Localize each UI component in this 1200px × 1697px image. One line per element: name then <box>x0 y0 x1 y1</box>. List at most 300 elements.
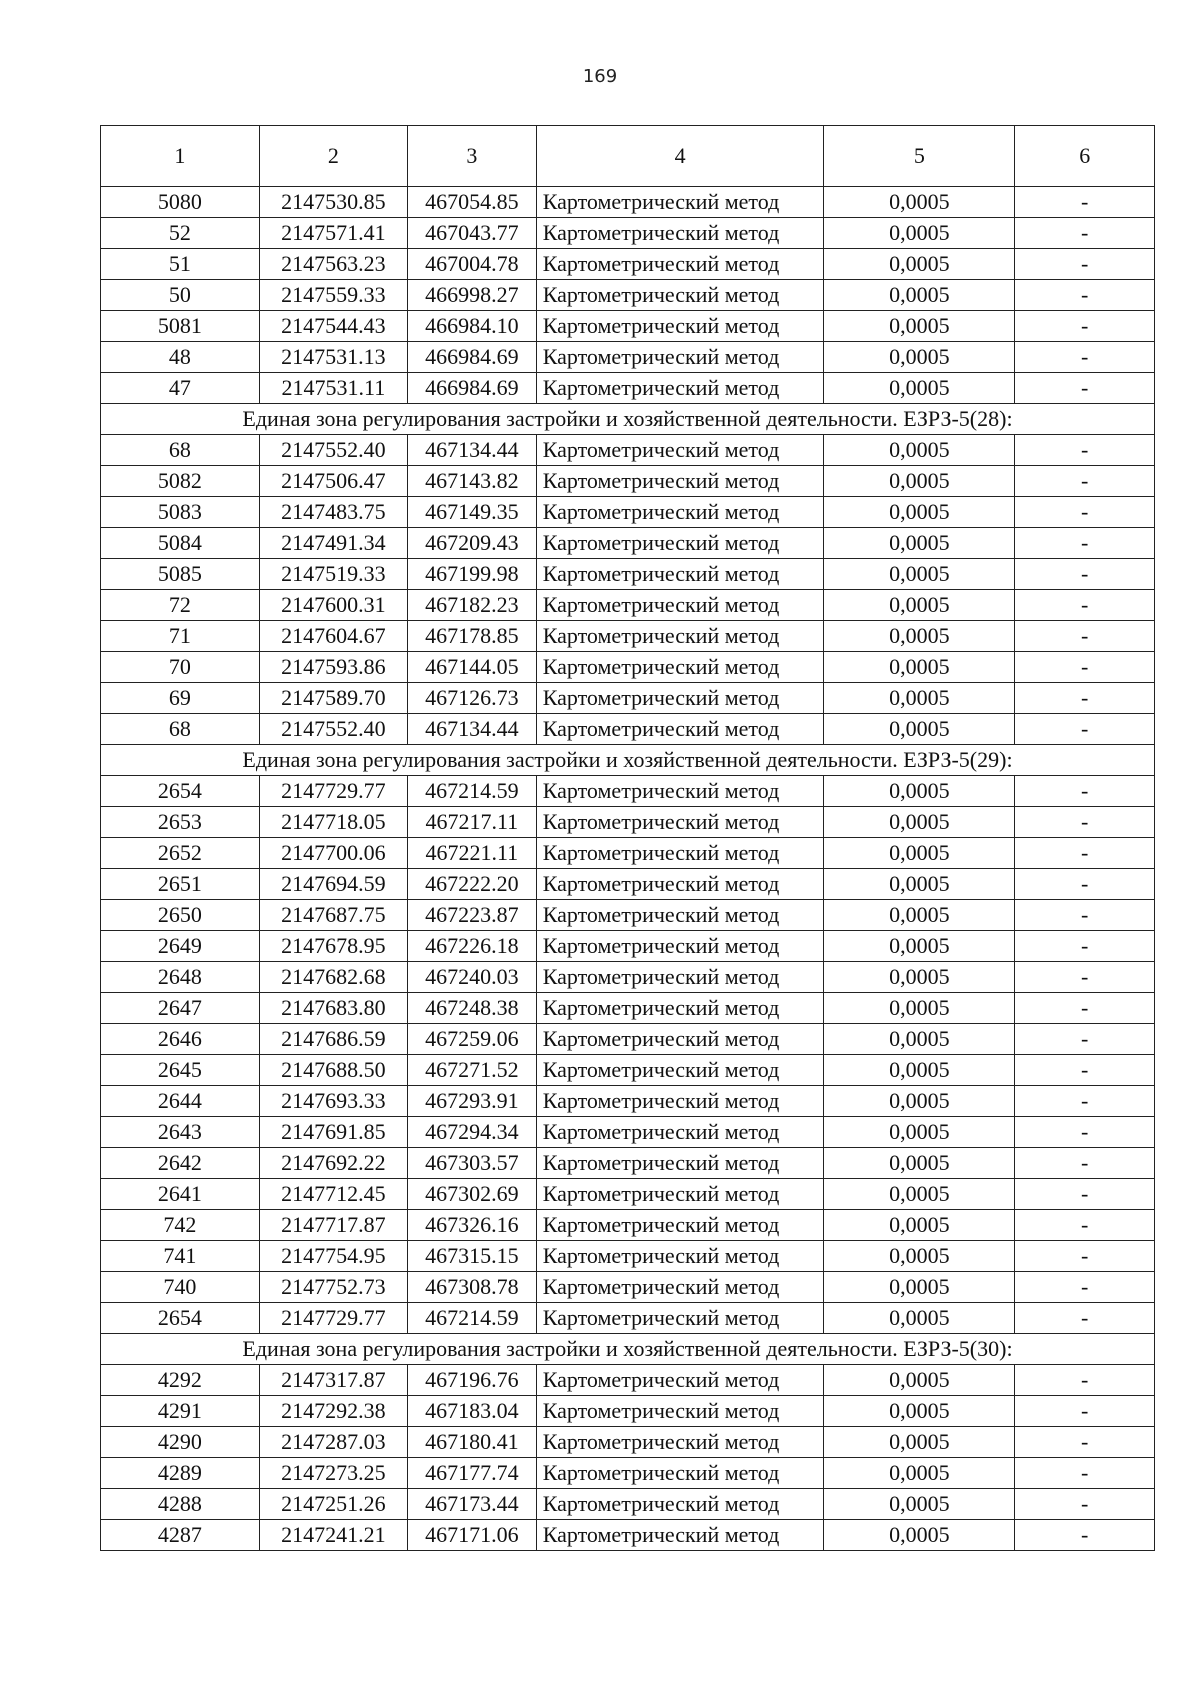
accuracy-cell: 0,0005 <box>824 962 1015 993</box>
method-cell: Картометрический метод <box>536 373 824 404</box>
table-row <box>101 1086 1155 1117</box>
note-cell: - <box>1015 1272 1155 1303</box>
method-cell: Картометрический метод <box>536 1210 824 1241</box>
x-coordinate-cell: 2147694.59 <box>259 869 407 900</box>
note-cell: - <box>1015 652 1155 683</box>
point-number-cell: 69 <box>101 683 260 714</box>
note-cell: - <box>1015 807 1155 838</box>
table-row <box>101 218 1155 249</box>
table-row <box>101 869 1155 900</box>
y-coordinate-cell: 467221.11 <box>407 838 536 869</box>
x-coordinate-cell: 2147718.05 <box>259 807 407 838</box>
accuracy-cell: 0,0005 <box>824 807 1015 838</box>
note-cell: - <box>1015 962 1155 993</box>
zone-title-row <box>101 1334 1155 1365</box>
note-cell: - <box>1015 1365 1155 1396</box>
point-number-cell: 5085 <box>101 559 260 590</box>
note-cell: - <box>1015 838 1155 869</box>
table-row <box>101 1024 1155 1055</box>
y-coordinate-cell: 467054.85 <box>407 187 536 218</box>
x-coordinate-cell: 2147552.40 <box>259 435 407 466</box>
y-coordinate-cell: 467196.76 <box>407 1365 536 1396</box>
x-coordinate-cell: 2147544.43 <box>259 311 407 342</box>
point-number-cell: 2654 <box>101 1303 260 1334</box>
note-cell: - <box>1015 528 1155 559</box>
point-number-cell: 4290 <box>101 1427 260 1458</box>
accuracy-cell: 0,0005 <box>824 1520 1015 1551</box>
y-coordinate-cell: 467183.04 <box>407 1396 536 1427</box>
accuracy-cell: 0,0005 <box>824 559 1015 590</box>
accuracy-cell: 0,0005 <box>824 838 1015 869</box>
point-number-cell: 5081 <box>101 311 260 342</box>
accuracy-cell: 0,0005 <box>824 1086 1015 1117</box>
note-cell: - <box>1015 776 1155 807</box>
point-number-cell: 70 <box>101 652 260 683</box>
x-coordinate-cell: 2147571.41 <box>259 218 407 249</box>
table-row <box>101 528 1155 559</box>
method-cell: Картометрический метод <box>536 311 824 342</box>
point-number-cell: 2648 <box>101 962 260 993</box>
accuracy-cell: 0,0005 <box>824 497 1015 528</box>
note-cell: - <box>1015 931 1155 962</box>
table-row <box>101 466 1155 497</box>
x-coordinate-cell: 2147552.40 <box>259 714 407 745</box>
y-coordinate-cell: 466984.10 <box>407 311 536 342</box>
note-cell: - <box>1015 683 1155 714</box>
header-col-4: 4 <box>536 126 824 187</box>
table-row <box>101 900 1155 931</box>
x-coordinate-cell: 2147686.59 <box>259 1024 407 1055</box>
table-row <box>101 1458 1155 1489</box>
y-coordinate-cell: 467214.59 <box>407 1303 536 1334</box>
y-coordinate-cell: 467259.06 <box>407 1024 536 1055</box>
note-cell: - <box>1015 1148 1155 1179</box>
table-row <box>101 1489 1155 1520</box>
table-row <box>101 776 1155 807</box>
accuracy-cell: 0,0005 <box>824 1458 1015 1489</box>
point-number-cell: 47 <box>101 373 260 404</box>
accuracy-cell: 0,0005 <box>824 1272 1015 1303</box>
y-coordinate-cell: 466998.27 <box>407 280 536 311</box>
table-row <box>101 590 1155 621</box>
y-coordinate-cell: 467217.11 <box>407 807 536 838</box>
note-cell: - <box>1015 869 1155 900</box>
x-coordinate-cell: 2147687.75 <box>259 900 407 931</box>
x-coordinate-cell: 2147754.95 <box>259 1241 407 1272</box>
point-number-cell: 4287 <box>101 1520 260 1551</box>
accuracy-cell: 0,0005 <box>824 218 1015 249</box>
y-coordinate-cell: 467180.41 <box>407 1427 536 1458</box>
note-cell: - <box>1015 900 1155 931</box>
table-row <box>101 714 1155 745</box>
table-row <box>101 652 1155 683</box>
x-coordinate-cell: 2147483.75 <box>259 497 407 528</box>
x-coordinate-cell: 2147729.77 <box>259 1303 407 1334</box>
note-cell: - <box>1015 621 1155 652</box>
accuracy-cell: 0,0005 <box>824 1024 1015 1055</box>
table-row <box>101 311 1155 342</box>
point-number-cell: 4291 <box>101 1396 260 1427</box>
table-row <box>101 559 1155 590</box>
method-cell: Картометрический метод <box>536 1303 824 1334</box>
method-cell: Картометрический метод <box>536 900 824 931</box>
method-cell: Картометрический метод <box>536 528 824 559</box>
y-coordinate-cell: 467178.85 <box>407 621 536 652</box>
table-row <box>101 1117 1155 1148</box>
y-coordinate-cell: 467271.52 <box>407 1055 536 1086</box>
method-cell: Картометрический метод <box>536 1117 824 1148</box>
x-coordinate-cell: 2147563.23 <box>259 249 407 280</box>
header-col-6: 6 <box>1015 126 1155 187</box>
accuracy-cell: 0,0005 <box>824 1148 1015 1179</box>
note-cell: - <box>1015 1055 1155 1086</box>
accuracy-cell: 0,0005 <box>824 869 1015 900</box>
y-coordinate-cell: 467326.16 <box>407 1210 536 1241</box>
y-coordinate-cell: 467209.43 <box>407 528 536 559</box>
table-row <box>101 1241 1155 1272</box>
method-cell: Картометрический метод <box>536 187 824 218</box>
x-coordinate-cell: 2147287.03 <box>259 1427 407 1458</box>
zone-title: Единая зона регулирования застройки и хозяйственной деятельности. ЕЗРЗ-5(29): <box>101 745 1155 776</box>
x-coordinate-cell: 2147691.85 <box>259 1117 407 1148</box>
accuracy-cell: 0,0005 <box>824 435 1015 466</box>
accuracy-cell: 0,0005 <box>824 590 1015 621</box>
point-number-cell: 4289 <box>101 1458 260 1489</box>
x-coordinate-cell: 2147292.38 <box>259 1396 407 1427</box>
table-row <box>101 1520 1155 1551</box>
method-cell: Картометрический метод <box>536 714 824 745</box>
x-coordinate-cell: 2147712.45 <box>259 1179 407 1210</box>
x-coordinate-cell: 2147682.68 <box>259 962 407 993</box>
table-row <box>101 838 1155 869</box>
accuracy-cell: 0,0005 <box>824 931 1015 962</box>
method-cell: Картометрический метод <box>536 652 824 683</box>
point-number-cell: 2651 <box>101 869 260 900</box>
y-coordinate-cell: 467004.78 <box>407 249 536 280</box>
note-cell: - <box>1015 993 1155 1024</box>
x-coordinate-cell: 2147317.87 <box>259 1365 407 1396</box>
point-number-cell: 5084 <box>101 528 260 559</box>
accuracy-cell: 0,0005 <box>824 1303 1015 1334</box>
y-coordinate-cell: 467173.44 <box>407 1489 536 1520</box>
table-row <box>101 1055 1155 1086</box>
accuracy-cell: 0,0005 <box>824 373 1015 404</box>
note-cell: - <box>1015 1520 1155 1551</box>
accuracy-cell: 0,0005 <box>824 1117 1015 1148</box>
y-coordinate-cell: 467134.44 <box>407 435 536 466</box>
accuracy-cell: 0,0005 <box>824 1179 1015 1210</box>
zone-title: Единая зона регулирования застройки и хозяйственной деятельности. ЕЗРЗ-5(30): <box>101 1334 1155 1365</box>
y-coordinate-cell: 467223.87 <box>407 900 536 931</box>
accuracy-cell: 0,0005 <box>824 187 1015 218</box>
y-coordinate-cell: 467214.59 <box>407 776 536 807</box>
point-number-cell: 2652 <box>101 838 260 869</box>
point-number-cell: 68 <box>101 714 260 745</box>
x-coordinate-cell: 2147593.86 <box>259 652 407 683</box>
y-coordinate-cell: 467222.20 <box>407 869 536 900</box>
point-number-cell: 740 <box>101 1272 260 1303</box>
point-number-cell: 52 <box>101 218 260 249</box>
note-cell: - <box>1015 1458 1155 1489</box>
table-row <box>101 1427 1155 1458</box>
table-row <box>101 1148 1155 1179</box>
method-cell: Картометрический метод <box>536 1086 824 1117</box>
y-coordinate-cell: 467143.82 <box>407 466 536 497</box>
table-row <box>101 435 1155 466</box>
note-cell: - <box>1015 218 1155 249</box>
y-coordinate-cell: 467144.05 <box>407 652 536 683</box>
note-cell: - <box>1015 1024 1155 1055</box>
method-cell: Картометрический метод <box>536 1458 824 1489</box>
note-cell: - <box>1015 590 1155 621</box>
table-row <box>101 187 1155 218</box>
method-cell: Картометрический метод <box>536 621 824 652</box>
note-cell: - <box>1015 497 1155 528</box>
x-coordinate-cell: 2147559.33 <box>259 280 407 311</box>
note-cell: - <box>1015 1489 1155 1520</box>
point-number-cell: 2641 <box>101 1179 260 1210</box>
x-coordinate-cell: 2147531.11 <box>259 373 407 404</box>
coordinates-table <box>100 125 1155 1551</box>
accuracy-cell: 0,0005 <box>824 1489 1015 1520</box>
table-row <box>101 1210 1155 1241</box>
method-cell: Картометрический метод <box>536 1148 824 1179</box>
method-cell: Картометрический метод <box>536 838 824 869</box>
accuracy-cell: 0,0005 <box>824 1427 1015 1458</box>
y-coordinate-cell: 467294.34 <box>407 1117 536 1148</box>
table-row <box>101 1179 1155 1210</box>
point-number-cell: 2644 <box>101 1086 260 1117</box>
zone-title-row <box>101 745 1155 776</box>
method-cell: Картометрический метод <box>536 559 824 590</box>
accuracy-cell: 0,0005 <box>824 621 1015 652</box>
accuracy-cell: 0,0005 <box>824 900 1015 931</box>
accuracy-cell: 0,0005 <box>824 1210 1015 1241</box>
table-row <box>101 1396 1155 1427</box>
x-coordinate-cell: 2147506.47 <box>259 466 407 497</box>
point-number-cell: 2647 <box>101 993 260 1024</box>
note-cell: - <box>1015 1117 1155 1148</box>
note-cell: - <box>1015 714 1155 745</box>
method-cell: Картометрический метод <box>536 1024 824 1055</box>
accuracy-cell: 0,0005 <box>824 1365 1015 1396</box>
accuracy-cell: 0,0005 <box>824 1241 1015 1272</box>
method-cell: Картометрический метод <box>536 1427 824 1458</box>
y-coordinate-cell: 466984.69 <box>407 342 536 373</box>
point-number-cell: 2642 <box>101 1148 260 1179</box>
y-coordinate-cell: 467302.69 <box>407 1179 536 1210</box>
point-number-cell: 2649 <box>101 931 260 962</box>
accuracy-cell: 0,0005 <box>824 714 1015 745</box>
point-number-cell: 72 <box>101 590 260 621</box>
method-cell: Картометрический метод <box>536 590 824 621</box>
method-cell: Картометрический метод <box>536 1365 824 1396</box>
note-cell: - <box>1015 1179 1155 1210</box>
x-coordinate-cell: 2147273.25 <box>259 1458 407 1489</box>
y-coordinate-cell: 467226.18 <box>407 931 536 962</box>
point-number-cell: 5080 <box>101 187 260 218</box>
point-number-cell: 2653 <box>101 807 260 838</box>
x-coordinate-cell: 2147530.85 <box>259 187 407 218</box>
point-number-cell: 2643 <box>101 1117 260 1148</box>
note-cell: - <box>1015 1086 1155 1117</box>
zone-title: Единая зона регулирования застройки и хозяйственной деятельности. ЕЗРЗ-5(28): <box>101 404 1155 435</box>
method-cell: Картометрический метод <box>536 1241 824 1272</box>
x-coordinate-cell: 2147600.31 <box>259 590 407 621</box>
accuracy-cell: 0,0005 <box>824 652 1015 683</box>
method-cell: Картометрический метод <box>536 683 824 714</box>
point-number-cell: 50 <box>101 280 260 311</box>
page-number: 169 <box>582 66 618 87</box>
point-number-cell: 5083 <box>101 497 260 528</box>
table-row <box>101 497 1155 528</box>
method-cell: Картометрический метод <box>536 1179 824 1210</box>
table-row <box>101 1303 1155 1334</box>
method-cell: Картометрический метод <box>536 807 824 838</box>
table-row <box>101 373 1155 404</box>
y-coordinate-cell: 467126.73 <box>407 683 536 714</box>
method-cell: Картометрический метод <box>536 993 824 1024</box>
y-coordinate-cell: 467043.77 <box>407 218 536 249</box>
y-coordinate-cell: 467303.57 <box>407 1148 536 1179</box>
table-row <box>101 1272 1155 1303</box>
point-number-cell: 48 <box>101 342 260 373</box>
x-coordinate-cell: 2147752.73 <box>259 1272 407 1303</box>
y-coordinate-cell: 467293.91 <box>407 1086 536 1117</box>
point-number-cell: 2645 <box>101 1055 260 1086</box>
method-cell: Картометрический метод <box>536 1272 824 1303</box>
y-coordinate-cell: 467182.23 <box>407 590 536 621</box>
point-number-cell: 71 <box>101 621 260 652</box>
x-coordinate-cell: 2147688.50 <box>259 1055 407 1086</box>
point-number-cell: 2650 <box>101 900 260 931</box>
table-row <box>101 249 1155 280</box>
x-coordinate-cell: 2147241.21 <box>259 1520 407 1551</box>
method-cell: Картометрический метод <box>536 435 824 466</box>
point-number-cell: 5082 <box>101 466 260 497</box>
method-cell: Картометрический метод <box>536 342 824 373</box>
x-coordinate-cell: 2147700.06 <box>259 838 407 869</box>
method-cell: Картометрический метод <box>536 962 824 993</box>
note-cell: - <box>1015 435 1155 466</box>
note-cell: - <box>1015 1241 1155 1272</box>
x-coordinate-cell: 2147678.95 <box>259 931 407 962</box>
header-col-1: 1 <box>101 126 260 187</box>
table-row <box>101 280 1155 311</box>
note-cell: - <box>1015 249 1155 280</box>
point-number-cell: 51 <box>101 249 260 280</box>
accuracy-cell: 0,0005 <box>824 683 1015 714</box>
point-number-cell: 2646 <box>101 1024 260 1055</box>
accuracy-cell: 0,0005 <box>824 342 1015 373</box>
table-row <box>101 621 1155 652</box>
y-coordinate-cell: 466984.69 <box>407 373 536 404</box>
y-coordinate-cell: 467315.15 <box>407 1241 536 1272</box>
method-cell: Картометрический метод <box>536 249 824 280</box>
zone-title-row <box>101 404 1155 435</box>
x-coordinate-cell: 2147729.77 <box>259 776 407 807</box>
y-coordinate-cell: 467177.74 <box>407 1458 536 1489</box>
method-cell: Картометрический метод <box>536 869 824 900</box>
table-row <box>101 683 1155 714</box>
x-coordinate-cell: 2147693.33 <box>259 1086 407 1117</box>
point-number-cell: 68 <box>101 435 260 466</box>
note-cell: - <box>1015 466 1155 497</box>
note-cell: - <box>1015 373 1155 404</box>
y-coordinate-cell: 467240.03 <box>407 962 536 993</box>
table-row <box>101 807 1155 838</box>
accuracy-cell: 0,0005 <box>824 466 1015 497</box>
method-cell: Картометрический метод <box>536 776 824 807</box>
accuracy-cell: 0,0005 <box>824 1055 1015 1086</box>
note-cell: - <box>1015 1303 1155 1334</box>
y-coordinate-cell: 467171.06 <box>407 1520 536 1551</box>
note-cell: - <box>1015 1427 1155 1458</box>
note-cell: - <box>1015 311 1155 342</box>
point-number-cell: 741 <box>101 1241 260 1272</box>
note-cell: - <box>1015 559 1155 590</box>
method-cell: Картометрический метод <box>536 497 824 528</box>
table-row <box>101 1365 1155 1396</box>
note-cell: - <box>1015 280 1155 311</box>
table-body <box>101 187 1155 1551</box>
x-coordinate-cell: 2147491.34 <box>259 528 407 559</box>
note-cell: - <box>1015 342 1155 373</box>
y-coordinate-cell: 467308.78 <box>407 1272 536 1303</box>
accuracy-cell: 0,0005 <box>824 528 1015 559</box>
method-cell: Картометрический метод <box>536 280 824 311</box>
method-cell: Картометрический метод <box>536 1489 824 1520</box>
y-coordinate-cell: 467248.38 <box>407 993 536 1024</box>
accuracy-cell: 0,0005 <box>824 249 1015 280</box>
method-cell: Картометрический метод <box>536 218 824 249</box>
point-number-cell: 742 <box>101 1210 260 1241</box>
x-coordinate-cell: 2147692.22 <box>259 1148 407 1179</box>
header-col-2: 2 <box>259 126 407 187</box>
accuracy-cell: 0,0005 <box>824 993 1015 1024</box>
x-coordinate-cell: 2147589.70 <box>259 683 407 714</box>
note-cell: - <box>1015 187 1155 218</box>
header-col-3: 3 <box>407 126 536 187</box>
table-row <box>101 342 1155 373</box>
x-coordinate-cell: 2147531.13 <box>259 342 407 373</box>
x-coordinate-cell: 2147683.80 <box>259 993 407 1024</box>
point-number-cell: 2654 <box>101 776 260 807</box>
accuracy-cell: 0,0005 <box>824 1396 1015 1427</box>
x-coordinate-cell: 2147519.33 <box>259 559 407 590</box>
note-cell: - <box>1015 1396 1155 1427</box>
method-cell: Картометрический метод <box>536 931 824 962</box>
point-number-cell: 4288 <box>101 1489 260 1520</box>
x-coordinate-cell: 2147604.67 <box>259 621 407 652</box>
method-cell: Картометрический метод <box>536 1055 824 1086</box>
note-cell: - <box>1015 1210 1155 1241</box>
table-row <box>101 962 1155 993</box>
table-row <box>101 931 1155 962</box>
accuracy-cell: 0,0005 <box>824 280 1015 311</box>
method-cell: Картометрический метод <box>536 1396 824 1427</box>
accuracy-cell: 0,0005 <box>824 311 1015 342</box>
table-header <box>101 126 1155 187</box>
header-row <box>101 126 1155 187</box>
x-coordinate-cell: 2147717.87 <box>259 1210 407 1241</box>
accuracy-cell: 0,0005 <box>824 776 1015 807</box>
method-cell: Картометрический метод <box>536 466 824 497</box>
y-coordinate-cell: 467134.44 <box>407 714 536 745</box>
point-number-cell: 4292 <box>101 1365 260 1396</box>
table-row <box>101 993 1155 1024</box>
header-col-5: 5 <box>824 126 1015 187</box>
